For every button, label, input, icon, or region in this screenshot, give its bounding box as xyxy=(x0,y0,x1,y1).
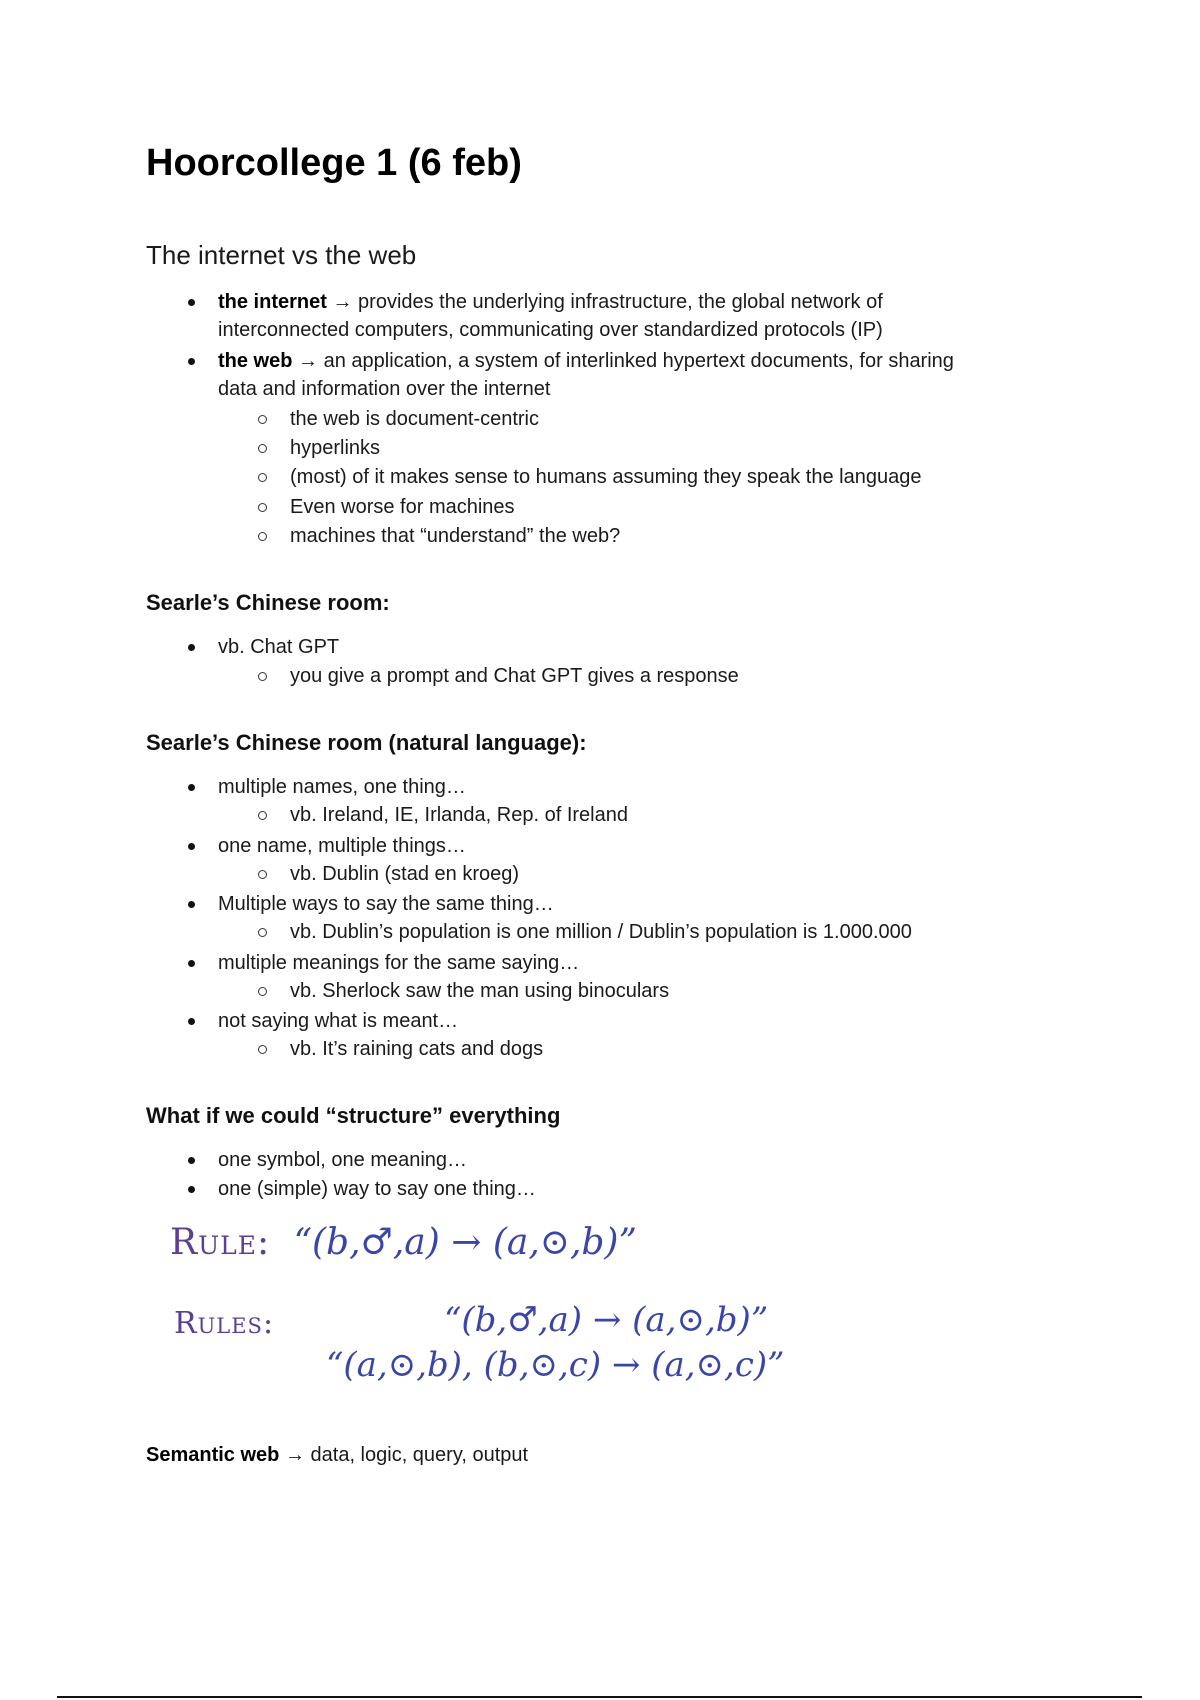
list-item xyxy=(218,347,1058,403)
sub-list-item: vb. Dublin (stad en kroeg) xyxy=(290,860,1070,888)
sub-list-item: vb. Dublin’s population is one million / Dublin’s population is 1.000.000 xyxy=(290,918,1070,946)
bullet-text: an application, a system of interlinked hypertext documents, for sharing xyxy=(323,350,954,372)
section-heading-chinese-room: Searle’s Chinese room: xyxy=(146,590,390,615)
list-item: vb. Chat GPT xyxy=(218,633,1058,661)
rules-formula-line-2: “(a,⊙,b), (b,⊙,c) → (a,⊙,c)” xyxy=(326,1345,785,1385)
semantic-text: data, logic, query, output xyxy=(310,1444,529,1466)
sub-list-item: vb. Sherlock saw the man using binoculars xyxy=(290,977,1070,1005)
sub-list-item: vb. Ireland, IE, Irlanda, Rep. of Ireland xyxy=(290,801,1070,829)
list-item: multiple names, one thing… xyxy=(218,773,1058,801)
arrow: → xyxy=(284,1444,305,1466)
rule-figure xyxy=(170,1222,637,1263)
term: the internet xyxy=(218,291,327,313)
page-bottom-divider xyxy=(57,1696,1142,1698)
section-heading-natural-language: Searle’s Chinese room (natural language): xyxy=(146,730,587,755)
sub-list-item: you give a prompt and Chat GPT gives a response xyxy=(290,662,1070,690)
arrow: → xyxy=(298,350,319,372)
rule-label: Rule: xyxy=(170,1222,271,1263)
page-title: Hoorcollege 1 (6 feb) xyxy=(146,142,522,184)
list-item: multiple meanings for the same saying… xyxy=(218,949,1058,977)
term: the web xyxy=(218,350,293,372)
term: Semantic web xyxy=(146,1444,280,1466)
bullet-text-continued: data and information over the internet xyxy=(218,378,551,400)
sub-list-item: Even worse for machines xyxy=(290,493,1070,521)
sub-list-item: the web is document-centric xyxy=(290,405,1070,433)
list-item: one name, multiple things… xyxy=(218,832,1058,860)
section-heading-internet-vs-web: The internet vs the web xyxy=(146,240,417,270)
list-item: Multiple ways to say the same thing… xyxy=(218,890,1058,918)
sub-list-item: hyperlinks xyxy=(290,434,1070,462)
rules-formula-line-1: “(b,♂,a) → (a,⊙,b)” xyxy=(444,1300,769,1340)
bullet-text: provides the underlying infrastructure, the global network of xyxy=(358,291,883,313)
sub-list-item: machines that “understand” the web? xyxy=(290,522,1070,550)
section-heading-structure: What if we could “structure” everything xyxy=(146,1103,561,1128)
sub-list-item: vb. It’s raining cats and dogs xyxy=(290,1035,1070,1063)
list-item xyxy=(218,288,1058,344)
bullet-text-continued: interconnected computers, communicating over standardized protocols (IP) xyxy=(218,319,883,341)
sub-list-item: (most) of it makes sense to humans assuming they speak the language xyxy=(290,463,1070,491)
list-item: not saying what is meant… xyxy=(218,1007,1058,1035)
semantic-web-line xyxy=(146,1441,528,1469)
list-item: one (simple) way to say one thing… xyxy=(218,1175,1058,1203)
list-item: one symbol, one meaning… xyxy=(218,1146,1058,1174)
rule-formula: “(b,♂,a) → (a,⊙,b)” xyxy=(293,1222,637,1263)
rules-label: Rules: xyxy=(174,1306,275,1341)
arrow: → xyxy=(332,291,353,313)
